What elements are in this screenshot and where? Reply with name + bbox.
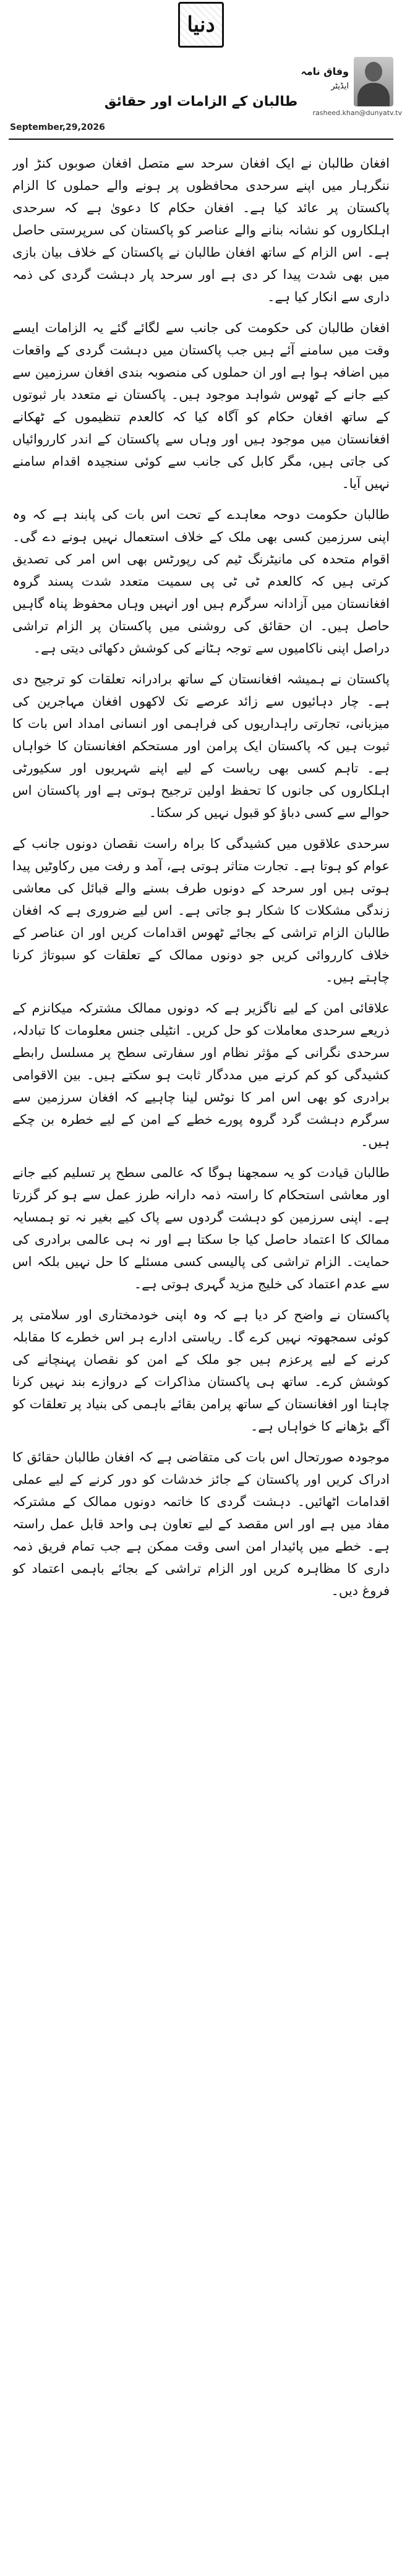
avatar-shoulders-shape <box>357 83 390 106</box>
article-paragraph: طالبان حکومت دوحہ معاہدے کے تحت اس بات کی پابند ہے کہ وہ اپنی سرزمین کسی بھی ملک کے خلاف استعمال نہیں ہونے دے گی۔ اقوام متحدہ کی مانیٹرنگ ٹیم کی رپورٹس بھی اس امر کی تصدیق کرتی ہیں کہ کالعدم ٹی ٹی پی سمیت متعدد شدت پسند گروہ افغانستان میں آزادانہ سرگرم ہیں اور انہیں وہاں محفوظ پناہ گاہیں حاصل ہیں۔ ان حقائق کی روشنی میں پاکستان پر الزام تراشی دراصل اپنی ناکامیوں سے توجہ ہٹانے کی کوشش دکھائی دیتی ہے۔ <box>12 507 390 656</box>
article-header <box>0 57 402 143</box>
article-paragraph: افغان طالبان کی حکومت کی جانب سے لگائے گئے یہ الزامات ایسے وقت میں سامنے آئے ہیں جب پاکستان میں دہشت گردی کے واقعات میں اضافہ ہوا ہے اور ان حملوں کی منصوبہ بندی افغان سرزمین سے کیے جانے کے ٹھوس شواہد موجود ہیں۔ پاکستان نے متعدد بار ثبوتوں کے ساتھ افغان حکام کو آگاہ کیا کہ کالعدم تنظیموں کے ٹھکانے افغانستان میں موجود ہیں اور وہاں سے پاکستان کے اندر کارروائیاں کی جاتی ہیں، مگر کابل کی جانب سے کوئی سنجیدہ اقدام سامنے نہیں آیا۔ <box>12 320 390 491</box>
article-paragraph: طالبان قیادت کو یہ سمجھنا ہوگا کہ عالمی سطح پر تسلیم کیے جانے اور معاشی استحکام کا راستہ ذمہ دارانہ طرز عمل سے ہو کر گزرتا ہے۔ اپنی سرزمین کو دہشت گردوں سے پاک کیے بغیر نہ تو ہمسایہ ممالک کا اعتماد حاصل کیا جا سکتا ہے اور نہ ہی عالمی برادری کی حمایت۔ الزام تراشی کی پالیسی کسی مسئلے کا حل نہیں بلکہ اس سے عدم اعتماد کی خلیج مزید گہری ہوتی ہے۔ <box>12 1165 390 1291</box>
author-avatar <box>354 57 393 106</box>
article-title: طالبان کے الزامات اور حقائق <box>104 94 298 109</box>
article-date: September,29,2026 <box>10 122 105 132</box>
masthead <box>0 0 402 49</box>
author-role: ایڈیٹر <box>331 82 349 91</box>
article-body <box>12 152 390 2558</box>
author-block <box>301 57 393 106</box>
author-email[interactable]: rasheed.khan@dunyatv.tv <box>312 109 402 117</box>
article-paragraph: موجودہ صورتحال اس بات کی متقاضی ہے کہ افغان طالبان حقائق کا ادراک کریں اور پاکستان کے جائز خدشات کو دور کرنے کے لیے عملی اقدامات اٹھائیں۔ دہشت گردی کا خاتمہ دونوں ممالک کے مشترکہ مفاد میں ہے اور اس مقصد کے لیے تعاون ہی واحد قابل عمل راستہ ہے۔ خطے میں پائیدار امن اسی وقت ممکن ہے جب تمام فریق ذمہ داری کا مظاہرہ کریں اور الزام تراشی کے بجائے باہمی اعتماد کو فروغ دیں۔ <box>12 1450 390 1598</box>
article-paragraph: پاکستان نے واضح کر دیا ہے کہ وہ اپنی خودمختاری اور سلامتی پر کوئی سمجھوتہ نہیں کرے گا۔ ریاستی ادارے ہر اس خطرے کا مقابلہ کرنے کے لیے پرعزم ہیں جو ملک کے امن کو نقصان پہنچانے کی کوشش کرے۔ ساتھ ہی پاکستان مذاکرات کے دروازے بند نہیں کرنا چاہتا اور افغانستان کے ساتھ پرامن بقائے باہمی کی بنیاد پر تعلقات کو آگے بڑھانے کا خواہاں ہے۔ <box>12 1307 390 1434</box>
author-name: وفاق نامہ <box>301 66 349 77</box>
avatar-head-shape <box>365 62 382 82</box>
article-paragraph: سرحدی علاقوں میں کشیدگی کا براہ راست نقصان دونوں جانب کے عوام کو ہوتا ہے۔ تجارت متاثر ہوتی ہے، آمد و رفت میں رکاوٹیں پیدا ہوتی ہیں اور سرحد کے دونوں طرف بسنے والے قبائل کی معاشی زندگی مشکلات کا شکار ہو جاتی ہے۔ اس لیے ضروری ہے کہ افغان طالبان الزام تراشی کے بجائے ٹھوس اقدامات کریں اور ان عناصر کے خلاف کارروائی کریں جو دونوں ممالک کے تعلقات کو سبوتاژ کرنا چاہتے ہیں۔ <box>12 836 390 985</box>
newspaper-logo: دنیا <box>178 2 224 48</box>
article-paragraph: علاقائی امن کے لیے ناگزیر ہے کہ دونوں ممالک مشترکہ میکانزم کے ذریعے سرحدی معاملات کو حل کریں۔ انٹیلی جنس معلومات کا تبادلہ، سرحدی نگرانی کے مؤثر نظام اور سفارتی سطح پر مسلسل رابطے کشیدگی کو کم کرنے میں مددگار ثابت ہو سکتے ہیں۔ بین الاقوامی برادری کو بھی اس امر کا نوٹس لینا چاہیے کہ افغان سرزمین سے سرگرم دہشت گرد گروہ پورے خطے کے امن کے لیے خطرہ بن چکے ہیں۔ <box>12 1001 390 1149</box>
header-divider <box>9 139 393 140</box>
article-paragraph: افغان طالبان نے ایک افغان سرحد سے متصل افغان صوبوں کنڑ اور ننگرہار میں اپنے سرحدی محافظوں پر ہونے والے حملوں کا الزام پاکستان پر عائد کیا ہے۔ افغان حکام کا دعویٰ ہے کہ سرحدی اہلکاروں کو نشانہ بنانے والے عناصر کو پاکستان کی سرپرستی حاصل ہے۔ اس الزام کے ساتھ افغان طالبان نے پاکستان کے خلاف بیان بازی میں بھی شدت پیدا کر دی ہے اور سرحد پار دہشت گردی کی ذمہ داری سے انکار کیا ہے۔ <box>12 156 390 304</box>
article-paragraph: پاکستان نے ہمیشہ افغانستان کے ساتھ برادرانہ تعلقات کو ترجیح دی ہے۔ چار دہائیوں سے زائد عرصے تک لاکھوں افغان مہاجرین کی میزبانی، تجارتی راہداریوں کی فراہمی اور انسانی امداد اس بات کا ثبوت ہیں کہ پاکستان ایک پرامن اور مستحکم افغانستان کا خواہاں ہے۔ تاہم کسی بھی ریاست کے لیے اپنے شہریوں اور سکیورٹی اہلکاروں کی جانوں کا تحفظ اولین ترجیح ہوتی ہے اور پاکستان اس حوالے سے کسی دباؤ کو قبول نہیں کر سکتا۔ <box>12 672 390 820</box>
